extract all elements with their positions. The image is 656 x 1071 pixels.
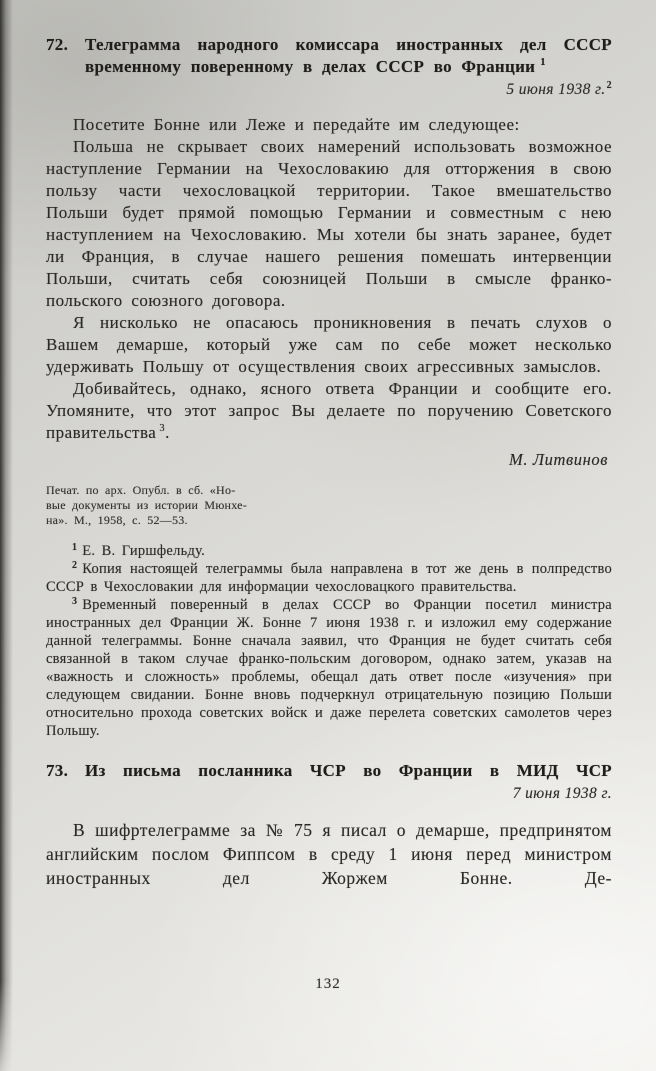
document-73 bbox=[46, 760, 612, 890]
footnote-text: Е. В. Гиршфельду. bbox=[82, 543, 206, 560]
date-text: 5 июня 1938 г. bbox=[506, 81, 606, 98]
document-73-body bbox=[46, 818, 612, 890]
dateline bbox=[46, 784, 612, 804]
footnote-text: Временный поверенный в делах СССР во Франции посетил министра иностранных дел Франции Ж. Бонне 7 июня 1938 г. и изложил ему содержание данной телеграммы. Бонне сначала заявил, что Франция не будет считать себя связанной в таком случае франко-польским договором, однако затем, указав на «важность и сложность» проблемы, обещал дать ответ после «изучения» при следующем свидании. Бонне вновь подчеркнул отрицательную позицию Польши относительно прохода советских войск и даже перелета советских самолетов через Польшу. bbox=[46, 597, 612, 740]
paragraph: В шифртелеграмме за № 75 я писал о демарше, предпринятом английским послом Фиппсом в среду 1 июня перед министром иностранных дел Жоржем Бонне. Де- bbox=[46, 820, 612, 889]
document-72-heading bbox=[46, 34, 612, 78]
document-73-heading bbox=[46, 760, 612, 782]
footnote bbox=[46, 560, 612, 596]
footnote-marker: 2 bbox=[72, 559, 78, 571]
document-title: Телеграмма народного комиссара иностранных дел СССР временному поверенному в делах СССР во Франции bbox=[85, 35, 612, 76]
page-number: 132 bbox=[315, 976, 341, 992]
footnote-ref-2: 2 bbox=[606, 79, 612, 91]
source-line: на». М., 1958, с. 52—53. bbox=[46, 512, 188, 527]
footnote-marker: 3 bbox=[72, 595, 78, 607]
document-72-body bbox=[46, 114, 612, 444]
scan-edge-shadow bbox=[0, 0, 13, 1071]
footnote-ref-1: 1 bbox=[540, 57, 546, 69]
footnote-text: Копия настоящей телеграммы была направлена в тот же день в полпредство СССР в Чехословакии для информации чехословацкого правительства. bbox=[46, 561, 612, 596]
footnotes bbox=[46, 542, 612, 740]
source-citation bbox=[46, 483, 366, 527]
paragraph-text: Добивайтесь, однако, ясного ответа Франции и сообщите его. Упомяните, что этот запрос Вы делаете по поручению Советского правительства bbox=[46, 379, 612, 442]
paragraph: Посетите Бонне или Леже и передайте им следующее: bbox=[73, 115, 520, 134]
footnote bbox=[46, 596, 612, 740]
source-line: Печат. по арх. Опубл. в сб. «Но- bbox=[46, 483, 236, 497]
paragraph-text: . bbox=[165, 423, 170, 442]
date-text: 7 июня 1938 г. bbox=[512, 785, 612, 803]
document-number: 72. bbox=[46, 35, 69, 54]
dateline bbox=[46, 80, 612, 100]
document-title: Из письма посланника ЧСР во Франции в МИД ЧСР bbox=[85, 761, 612, 781]
paragraph bbox=[46, 378, 612, 444]
paragraph: Польша не скрывает своих намерений использовать возможное наступление Германии на Чехословакию для отторжения в свою пользу части чехословацкой территории. Такое вмешательство Польши будет прямой помощью Германии и совместным с нею наступлением на Чехословакию. Мы хотели бы знать заранее, будет ли Франция, в случае нашего решения помешать интервенции Польши, считать себя союзницей Польши в смысле франко-польского союзного договора. bbox=[46, 137, 612, 310]
paragraph: Я нисколько не опасаюсь проникновения в печать слухов о Вашем демарше, который уже сам по себе может несколько удерживать Польшу от осуществления своих агрессивных замыслов. bbox=[46, 313, 612, 376]
footnote bbox=[46, 542, 612, 560]
footnote-marker: 1 bbox=[72, 541, 78, 553]
document-72 bbox=[46, 34, 612, 740]
document-number: 73. bbox=[46, 761, 69, 781]
footnote-ref-3: 3 bbox=[159, 423, 166, 435]
signature: М. Литвинов bbox=[509, 450, 608, 469]
text-block bbox=[46, 34, 612, 890]
source-line: вые документы из истории Мюнхе- bbox=[46, 497, 247, 512]
